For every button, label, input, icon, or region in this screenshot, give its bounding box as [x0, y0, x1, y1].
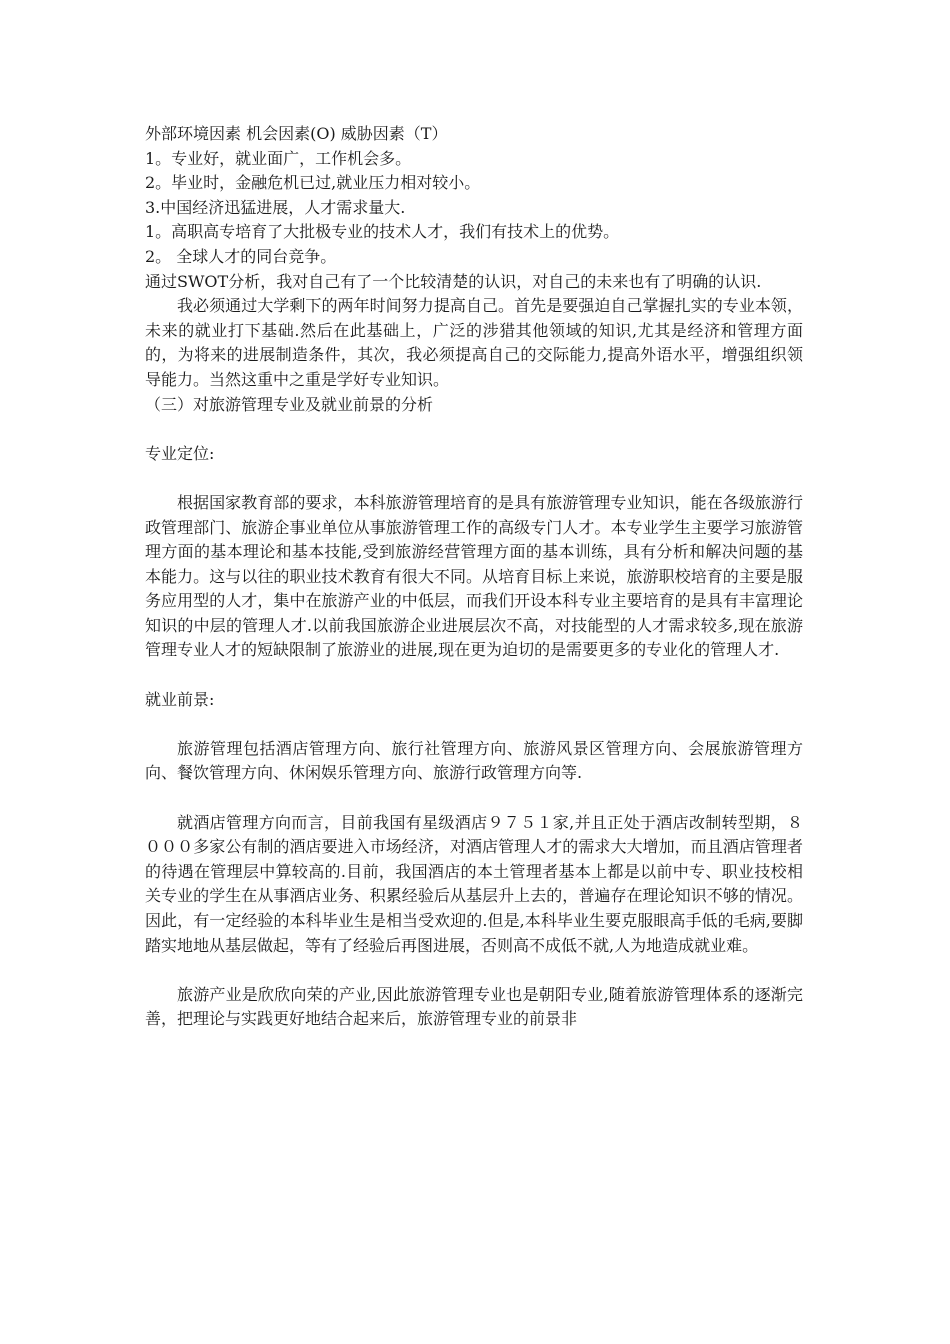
- document-page: [145, 122, 803, 1032]
- swot-header-line: 外部环境因素 机会因素(O) 威胁因素（T）: [145, 124, 448, 143]
- threat-item-2: 2。 全球人才的同台竞争。: [145, 246, 337, 266]
- spacer: [145, 712, 803, 737]
- threat-item-1: 1。高职高专培育了大批极专业的技术人才，我们有技术上的优势。: [145, 222, 620, 242]
- spacer: [145, 786, 803, 811]
- section-heading: （三）对旅游管理专业及就业前景的分析: [145, 394, 434, 414]
- directions-paragraph: 旅游管理包括酒店管理方向、旅行社管理方向、旅游风景区管理方向、会展旅游管理方向、餐饮管理方向、休闲娱乐管理方向、旅游行政管理方向等.: [145, 738, 803, 783]
- positioning-paragraph: 根据国家教育部的要求，本科旅游管理培育的是具有旅游管理专业知识，能在各级旅游行政管理部门、旅游企事业单位从事旅游管理工作的高级专门人才。本专业学生主要学习旅游管理方面的基本理论和基本技能,受到旅游经营管理方面的基本训练，具有分析和解决问题的基本能力。这与以往的职业技术教育有很大不同。从培育目标上来说，旅游职校培育的主要是服务应用型的人才，集中在旅游产业的中低层，而我们开设本科专业主要培育的是具有丰富理论知识的中层的管理人才.以前我国旅游企业进展层次不高，对技能型的人才需求较多,现在旅游管理专业人才的短缺限制了旅游业的进展,现在更为迫切的是需要更多的专业化的管理人才.: [145, 492, 803, 660]
- opportunity-item-2: 2。毕业时，金融危机已过,就业压力相对较小。: [145, 173, 481, 193]
- prospects-heading: 就业前景:: [145, 689, 215, 709]
- positioning-heading: 专业定位:: [145, 443, 215, 463]
- spacer: [145, 663, 803, 688]
- spacer: [145, 417, 803, 442]
- self-plan-paragraph: 我必须通过大学剩下的两年时间努力提高自己。首先是要强迫自己掌握扎实的专业本领，未来的就业打下基础.然后在此基础上，广泛的涉猎其他领域的知识,尤其是经济和管理方面的，为将来的进展制造条件，其次，我必须提高自己的交际能力,提高外语水平，增强组织领导能力。当然这重中之重是学好专业知识。: [145, 296, 803, 389]
- opportunity-item-1: 1。专业好，就业面广，工作机会多。: [145, 148, 412, 168]
- hotel-paragraph: 就酒店管理方向而言，目前我国有星级酒店９７５１家,并且正处于酒店改制转型期，８０００多家公有制的酒店要进入市场经济，对酒店管理人才的需求大大增加，而且酒店管理者的待遇在管理层中算较高的.目前，我国酒店的本土管理者基本上都是以前中专、职业技校相关专业的学生在从事酒店业务、积累经验后从基层升上去的，普遍存在理论知识不够的情况。因此，有一定经验的本科毕业生是相当受欢迎的.但是,本科毕业生要克服眼高手低的毛病,要脚踏实地地从基层做起，等有了经验后再图进展，否则高不成低不就,人为地造成就业难。: [145, 812, 803, 955]
- spacer: [145, 958, 803, 983]
- spacer: [145, 466, 803, 491]
- opportunity-item-3: 3.中国经济迅猛进展，人才需求量大.: [145, 197, 406, 217]
- swot-summary-paragraph: 通过SWOT分析，我对自己有了一个比较清楚的认识，对自己的未来也有了明确的认识.: [145, 271, 762, 291]
- industry-paragraph: 旅游产业是欣欣向荣的产业,因此旅游管理专业也是朝阳专业,随着旅游管理体系的逐渐完善，把理论与实践更好地结合起来后，旅游管理专业的前景非: [145, 984, 803, 1029]
